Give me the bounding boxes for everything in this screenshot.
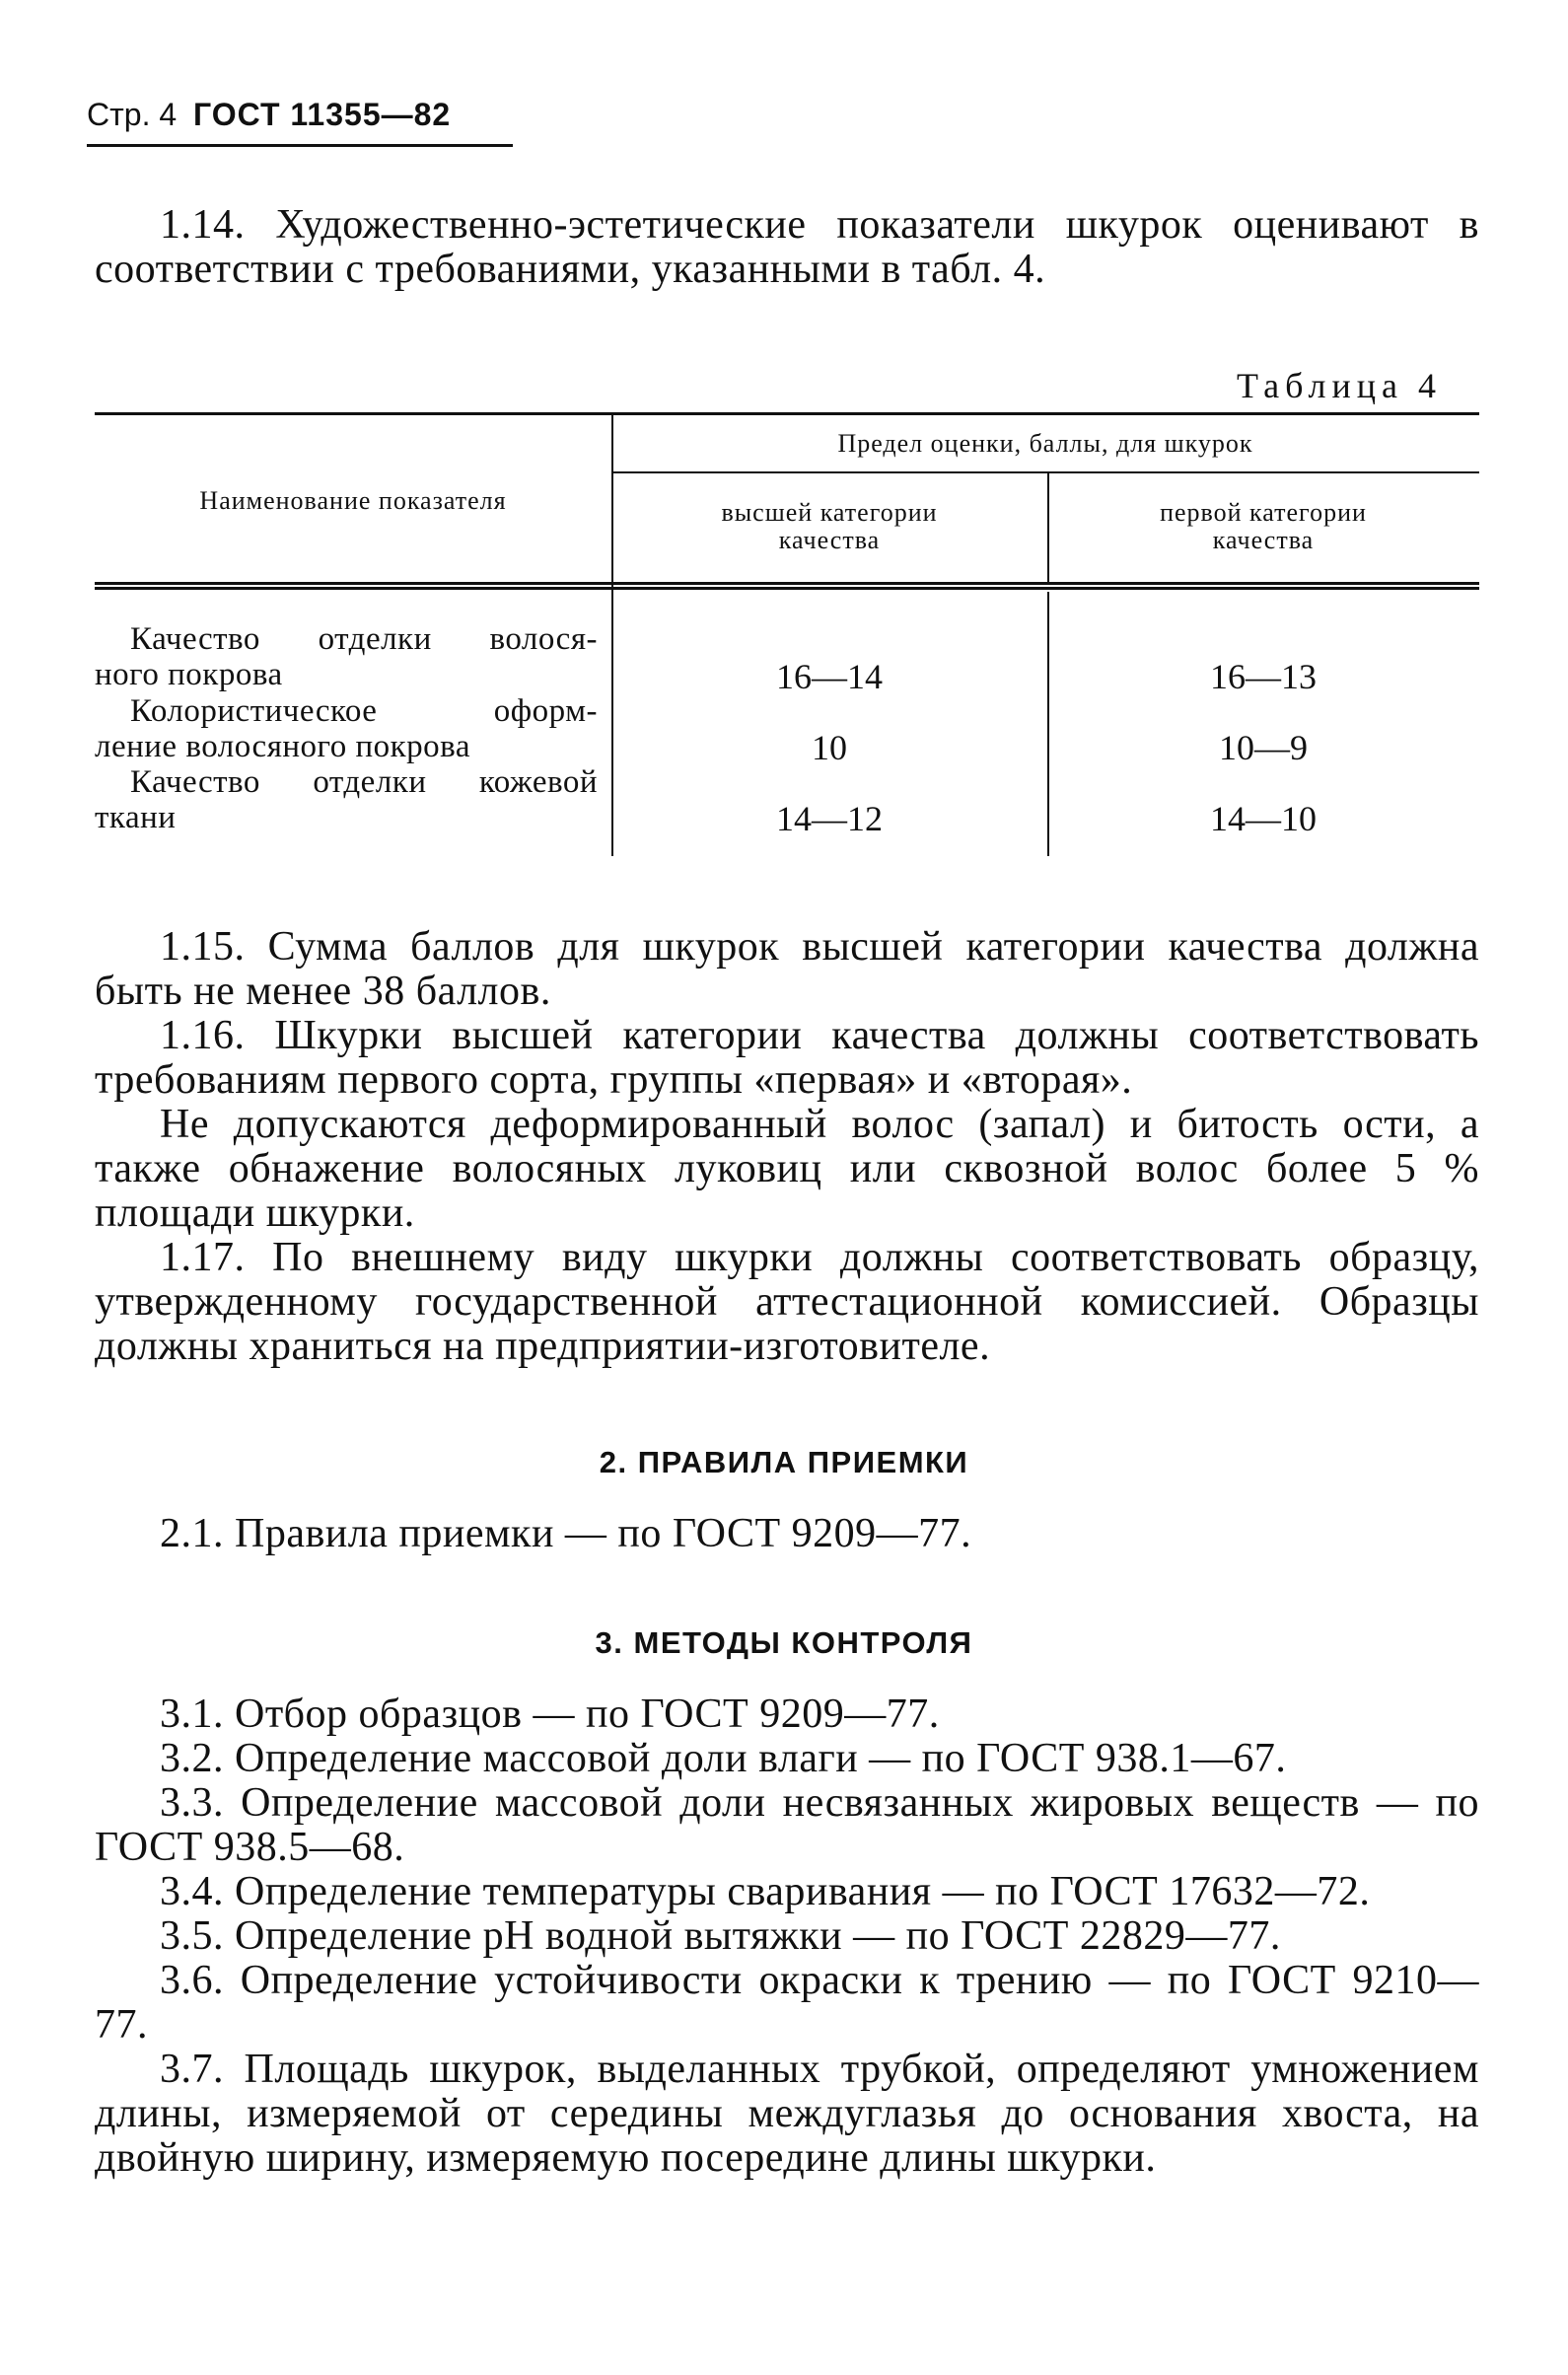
- table-row-name-2-line2: ление волосяного покрова: [95, 729, 470, 764]
- table-header-rule-a: [95, 582, 1479, 585]
- paragraph-3-2: 3.2. Определение массовой доли влаги — по ГОСТ 938.1—67.: [160, 1736, 1287, 1781]
- table-top-rule: [95, 412, 1479, 415]
- paragraph-2-1: 2.1. Правила приемки — по ГОСТ 9209—77.: [160, 1511, 972, 1556]
- header-rule: [87, 144, 513, 147]
- table-col-divider-1: [611, 412, 613, 856]
- section-3-title: 3. МЕТОДЫ КОНТРОЛЯ: [595, 1625, 973, 1660]
- table-header-high-line1: высшей категории: [721, 498, 938, 527]
- table-header-high-line2: качества: [778, 526, 881, 554]
- paragraph-1-15: 1.15. Сумма баллов для шкурок высшей категории качества должна быть не менее 38 баллов.: [95, 924, 1479, 1014]
- table-header-first: [1047, 499, 1479, 554]
- paragraph-3-1: 3.1. Отбор образцов — по ГОСТ 9209—77.: [160, 1691, 940, 1737]
- paragraph-3-4: 3.4. Определение температуры сваривания — по ГОСТ 17632—72.: [160, 1869, 1371, 1914]
- table-cell-first-2: 10—9: [1219, 728, 1308, 767]
- table-header-name: Наименование показателя: [199, 486, 507, 515]
- table-header-first-line1: первой категории: [1160, 498, 1367, 527]
- paragraph-1-16: 1.16. Шкурки высшей категории качества должны соответствовать требованиям первого сорта, группы «первая» и «вторая».: [95, 1013, 1479, 1103]
- paragraph-3-3: 3.3. Определение массовой доли несвязанных жировых веществ — по ГОСТ 938.5—68.: [95, 1780, 1479, 1870]
- table-header-high: [611, 499, 1047, 554]
- page-number: Стр. 4: [87, 97, 178, 132]
- section-2-body: [95, 1512, 1479, 1556]
- section-2-title: 2. ПРАВИЛА ПРИЕМКИ: [599, 1445, 969, 1479]
- table-row-name-3-line1: Качество отделки кожевой: [130, 764, 598, 800]
- table-label: Таблица 4: [1237, 366, 1442, 405]
- table-row-name-2-line1: Колористическое оформ-: [130, 693, 598, 729]
- table-row-name-1-line2: ного покрова: [95, 657, 283, 692]
- paragraph-3-6: 3.6. Определение устойчивости окраски к трению — по ГОСТ 9210—77.: [95, 1958, 1479, 2048]
- paragraph-1-14: 1.14. Художественно-эстетические показатели шкурок оценивают в соответствии с требованиями, указанными в табл. 4.: [95, 202, 1479, 292]
- paragraphs-1-15-to-1-17: [95, 925, 1479, 1369]
- section-3-body: [95, 1692, 1479, 2181]
- page-header: [87, 95, 451, 134]
- table-4: [95, 412, 1479, 856]
- table-cell-first-3: 14—10: [1210, 799, 1317, 838]
- standard-number: ГОСТ 11355—82: [193, 97, 452, 132]
- paragraph-1-14-block: [95, 203, 1479, 292]
- paragraph-3-7: 3.7. Площадь шкурок, выделанных трубкой, определяют умножением длины, измеряемой от середины междуглазья до основания хвоста, на двойную ширину, измеряемую посередине длины шкурки.: [95, 2047, 1479, 2181]
- paragraph-1-17: 1.17. По внешнему виду шкурки должны соответствовать образцу, утвержденному государственной аттестационной комиссией. Образцы должны храниться на предприятии-изготовителе.: [95, 1235, 1479, 1369]
- table-row-name-3-line2: ткани: [95, 800, 177, 835]
- table-group-rule: [611, 471, 1479, 473]
- table-header-first-line2: качества: [1212, 526, 1315, 554]
- table-cell-high-3: 14—12: [776, 799, 883, 838]
- paragraph-1-16-continued: Не допускаются деформированный волос (запал) и битость ости, а также обнажение волосяных луковиц или сквозной волос более 5 % площади шкурки.: [95, 1102, 1479, 1236]
- table-header-group: Предел оценки, баллы, для шкурок: [837, 429, 1253, 458]
- table-cell-high-2: 10: [812, 728, 847, 767]
- table-row-name-3: [95, 764, 598, 835]
- table-cell-first-1: 16—13: [1210, 657, 1317, 696]
- table-cell-high-1: 16—14: [776, 657, 883, 696]
- table-row-name-2: [95, 693, 598, 764]
- paragraph-3-5: 3.5. Определение рН водной вытяжки — по ГОСТ 22829—77.: [160, 1913, 1281, 1959]
- table-row-name-1: [95, 621, 598, 692]
- table-row-name-1-line1: Качество отделки волося-: [130, 621, 598, 657]
- table-header-rule-b: [95, 587, 1479, 590]
